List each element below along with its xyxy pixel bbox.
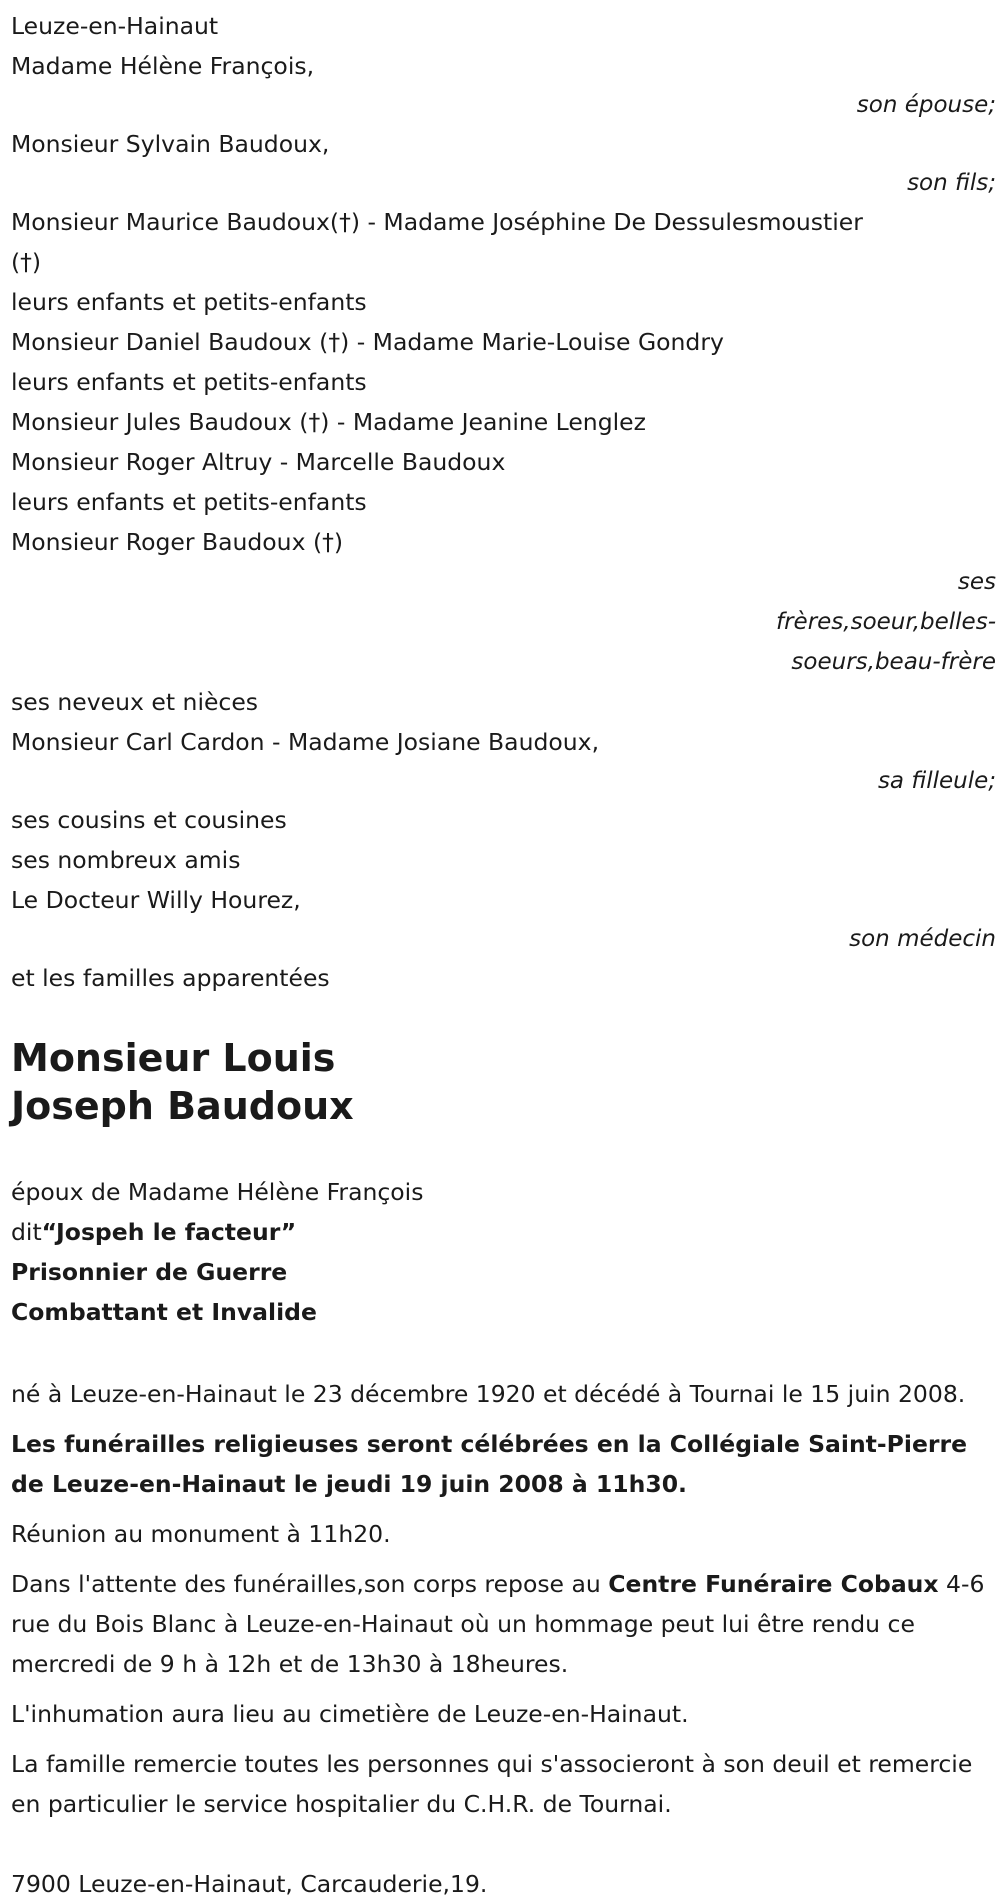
siblings-relation-2: frères,soeur,belles- [775,609,996,635]
nephews-line: ses neveux et nièces [11,688,259,716]
address-line: 7900 Leuze-en-Hainaut, Carcauderie,19. [11,1870,488,1898]
children-line-2: leurs enfants et petits-enfants [11,368,367,396]
burial-paragraph: L'inhumation aura lieu au cimetière de Leuze-en-Hainaut. [11,1700,689,1728]
nickname-line [11,1212,996,1252]
title-prisoner: Prisonnier de Guerre [11,1258,288,1286]
doctor-name: Le Docteur Willy Hourez, [11,886,301,914]
sibling-line-3: Monsieur Jules Baudoux (†) - Madame Jeanine Lenglez [11,408,646,436]
son-relation: son fils; [907,170,996,196]
doctor-relation: son médecin [849,926,996,952]
locality: Leuze-en-Hainaut [11,12,219,40]
thanks-paragraph: La famille remercie toutes les personnes qui s'associeront à son deuil et remercie en particulier le service hospitalier du C.H.R. de Tournai. [11,1750,973,1818]
siblings-relation [11,562,996,682]
siblings-relation-3: soeurs,beau-frère [791,649,996,675]
sibling-line-5: Monsieur Roger Baudoux (†) [11,528,344,556]
siblings-relation-1: ses [957,569,996,595]
nickname-prefix: dit [11,1218,42,1246]
sibling-line-2: Monsieur Daniel Baudoux (†) - Madame Marie-Louise Gondry [11,328,724,356]
wake-place: Centre Funéraire Cobaux [608,1570,939,1598]
goddaughter-relation: sa filleule; [877,768,996,794]
children-line-3: leurs enfants et petits-enfants [11,488,367,516]
spouse-of-line: époux de Madame Hélène François [11,1178,424,1206]
sibling-line-1-cont: (†) [11,248,42,276]
funeral-paragraph: Les funérailles religieuses seront célébrées en la Collégiale Saint-Pierre de Leuze-en-Hainaut le jeudi 19 juin 2008 à 11h30. [11,1430,968,1498]
spouse-name: Madame Hélène François, [11,52,315,80]
spouse-relation: son épouse; [856,92,996,118]
birth-death-paragraph: né à Leuze-en-Hainaut le 23 décembre 1920 et décédé à Tournai le 15 juin 2008. [11,1380,966,1408]
cousins-line: ses cousins et cousines [11,806,287,834]
wake-prefix: Dans l'attente des funérailles,son corps repose au [11,1570,609,1598]
related-families-line: et les familles apparentées [11,964,330,992]
title-combatant: Combattant et Invalide [11,1298,317,1326]
deceased-name: Monsieur Louis Joseph Baudoux [11,1036,354,1128]
son-name: Monsieur Sylvain Baudoux, [11,130,330,158]
wake-suffix: 4-6 rue du Bois Blanc à Leuze-en-Hainaut où un hommage peut lui être rendu ce mercredi de 9 h à 12h et de 13h30 à 18heures. [11,1570,985,1678]
sibling-line-4: Monsieur Roger Altruy - Marcelle Baudoux [11,448,506,476]
friends-line: ses nombreux amis [11,846,241,874]
goddaughter-name: Monsieur Carl Cardon - Madame Josiane Baudoux, [11,728,600,756]
nickname: “Jospeh le facteur” [41,1218,297,1246]
meeting-paragraph: Réunion au monument à 11h20. [11,1520,391,1548]
children-line-1: leurs enfants et petits-enfants [11,288,367,316]
sibling-line-1: Monsieur Maurice Baudoux(†) - Madame Joséphine De Dessulesmoustier [11,208,863,236]
wake-paragraph [11,1564,996,1684]
